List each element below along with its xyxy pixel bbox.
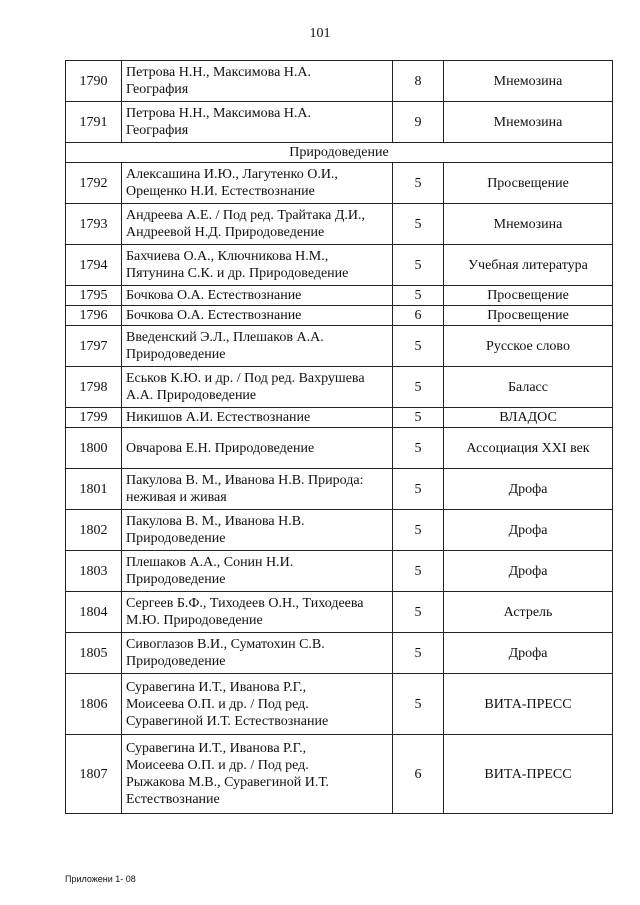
textbook-table [65,60,613,814]
table-row [66,633,613,674]
entry-number: 1798 [66,367,122,408]
table-row [66,326,613,367]
entry-publisher: Учебная литература [444,245,613,286]
entry-authors-title: Андреева А.Е. / Под ред. Трайтака Д.И., Андреевой Н.Д. Природоведение [122,204,393,245]
entry-publisher: Просвещение [444,286,613,306]
entry-grade: 5 [393,551,444,592]
entry-number: 1801 [66,469,122,510]
entry-publisher: Русское слово [444,326,613,367]
entry-grade: 5 [393,286,444,306]
entry-authors-title: Сергеев Б.Ф., Тиходеев О.Н., Тиходеева М.Ю. Природоведение [122,592,393,633]
entry-number: 1796 [66,306,122,326]
entry-publisher: Просвещение [444,306,613,326]
entry-number: 1797 [66,326,122,367]
entry-grade: 5 [393,510,444,551]
entry-publisher: Просвещение [444,163,613,204]
entry-grade: 8 [393,61,444,102]
entry-number: 1794 [66,245,122,286]
entry-grade: 5 [393,633,444,674]
entry-number: 1802 [66,510,122,551]
entry-number: 1795 [66,286,122,306]
page-number: 101 [309,26,331,41]
table-row [66,286,613,306]
entry-publisher: ВИТА-ПРЕСС [444,674,613,735]
table-row [66,428,613,469]
entry-authors-title: Петрова Н.Н., Максимова Н.А. География [122,102,393,143]
entry-grade: 5 [393,326,444,367]
entry-authors-title: Суравегина И.Т., Иванова Р.Г., Моисеева О.П. и др. / Под ред. Рыжакова М.В., Суравегиной И.Т. Естествознание [122,735,393,814]
entry-grade: 5 [393,245,444,286]
entry-authors-title: Пакулова В. М., Иванова Н.В. Природоведение [122,510,393,551]
entry-publisher: Мнемозина [444,204,613,245]
entry-grade: 5 [393,469,444,510]
entry-grade: 5 [393,674,444,735]
entry-grade: 5 [393,163,444,204]
table-row [66,674,613,735]
entry-publisher: Баласс [444,367,613,408]
entry-grade: 5 [393,408,444,428]
textbook-table-body [66,61,613,814]
entry-number: 1791 [66,102,122,143]
entry-authors-title: Суравегина И.Т., Иванова Р.Г., Моисеева О.П. и др. / Под ред. Суравегиной И.Т. Естествознание [122,674,393,735]
entry-publisher: Ассоциация XXI век [444,428,613,469]
entry-grade: 5 [393,204,444,245]
entry-number: 1800 [66,428,122,469]
entry-number: 1803 [66,551,122,592]
entry-authors-title: Бахчиева О.А., Ключникова Н.М., Пятунина С.К. и др. Природоведение [122,245,393,286]
entry-grade: 5 [393,592,444,633]
entry-number: 1804 [66,592,122,633]
table-row [66,102,613,143]
entry-publisher: Мнемозина [444,102,613,143]
entry-grade: 6 [393,735,444,814]
entry-publisher: Астрель [444,592,613,633]
entry-authors-title: Еськов К.Ю. и др. / Под ред. Вахрушева А.А. Природоведение [122,367,393,408]
entry-publisher: ВЛАДОС [444,408,613,428]
section-title: Природоведение [66,143,613,163]
table-row [66,163,613,204]
entry-authors-title: Пакулова В. М., Иванова Н.В. Природа: неживая и живая [122,469,393,510]
table-row [66,367,613,408]
entry-authors-title: Бочкова О.А. Естествознание [122,306,393,326]
entry-authors-title: Алексашина И.Ю., Лагутенко О.И., Орещенко Н.И. Естествознание [122,163,393,204]
entry-number: 1790 [66,61,122,102]
table-row [66,204,613,245]
entry-number: 1806 [66,674,122,735]
entry-authors-title: Никишов А.И. Естествознание [122,408,393,428]
table-row [66,592,613,633]
table-row [66,469,613,510]
table-row [66,245,613,286]
section-row [66,143,613,163]
entry-authors-title: Введенский Э.Л., Плешаков А.А. Природоведение [122,326,393,367]
entry-grade: 5 [393,367,444,408]
entry-authors-title: Плешаков А.А., Сонин Н.И. Природоведение [122,551,393,592]
entry-number: 1807 [66,735,122,814]
entry-publisher: Дрофа [444,551,613,592]
entry-publisher: Дрофа [444,633,613,674]
footer-note: Приложени 1- 08 [65,874,136,884]
entry-authors-title: Овчарова Е.Н. Природоведение [122,428,393,469]
entry-grade: 5 [393,428,444,469]
entry-publisher: Дрофа [444,469,613,510]
entry-authors-title: Бочкова О.А. Естествознание [122,286,393,306]
entry-publisher: Дрофа [444,510,613,551]
entry-number: 1793 [66,204,122,245]
table-row [66,510,613,551]
table-row [66,735,613,814]
entry-publisher: ВИТА-ПРЕСС [444,735,613,814]
table-row [66,61,613,102]
entry-publisher: Мнемозина [444,61,613,102]
entry-authors-title: Сивоглазов В.И., Суматохин С.В. Природоведение [122,633,393,674]
table-row [66,408,613,428]
entry-grade: 9 [393,102,444,143]
entry-number: 1799 [66,408,122,428]
entry-number: 1792 [66,163,122,204]
entry-number: 1805 [66,633,122,674]
table-row [66,551,613,592]
table-row [66,306,613,326]
entry-authors-title: Петрова Н.Н., Максимова Н.А. География [122,61,393,102]
entry-grade: 6 [393,306,444,326]
